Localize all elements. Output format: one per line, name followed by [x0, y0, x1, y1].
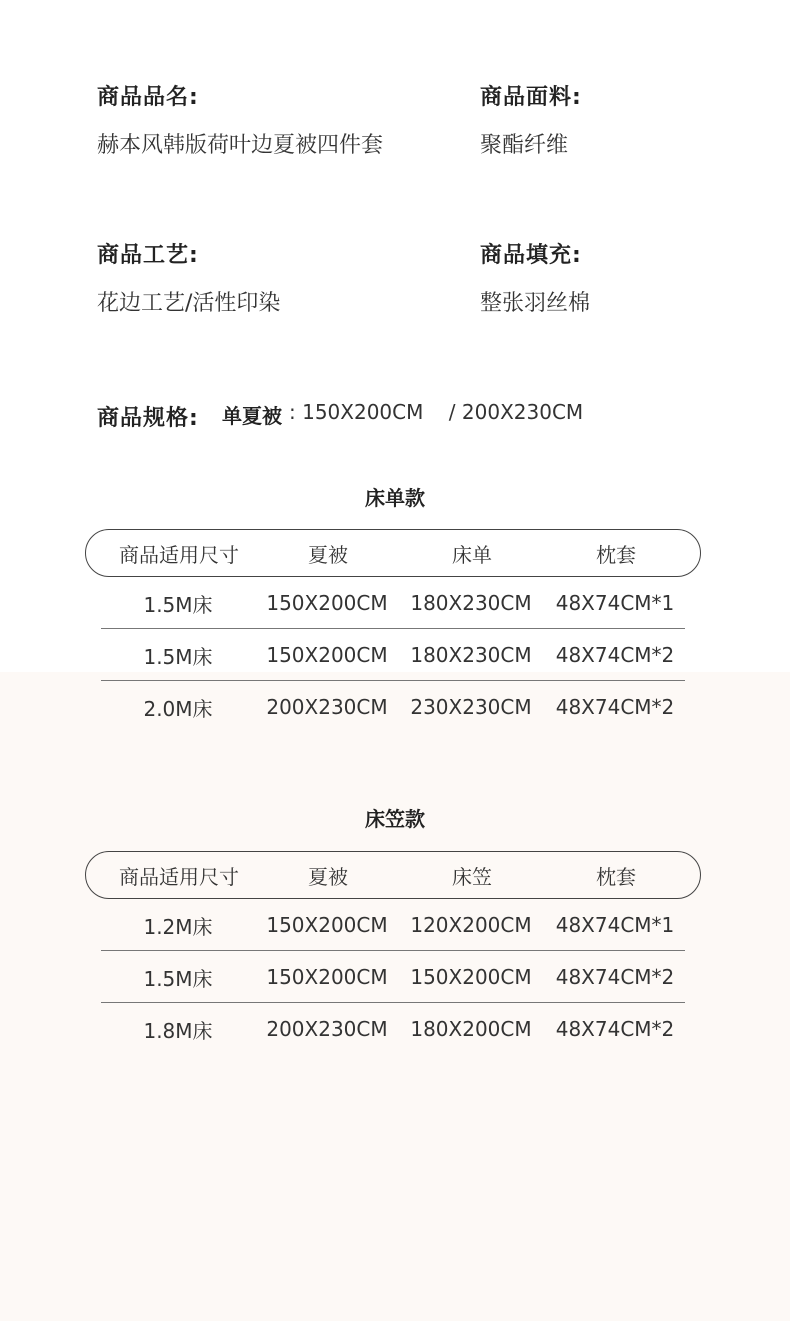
- size-cell: 1.2M床: [143, 914, 213, 939]
- pillowcase-cell: 48X74CM*2: [555, 965, 675, 989]
- spec-item-value: : 150X200CM / 200X230CM: [289, 400, 584, 424]
- quilt-cell: 200X230CM: [266, 1017, 388, 1041]
- product-craft-label: 商品工艺:: [97, 243, 199, 268]
- product-filling-value: 整张羽丝棉: [480, 291, 591, 316]
- fitted-sheet-cell: 120X200CM: [410, 913, 532, 937]
- table-row: [85, 577, 701, 629]
- size-cell: 1.5M床: [143, 592, 213, 617]
- table-row: [85, 951, 701, 1003]
- header-quilt: 夏被: [308, 542, 348, 567]
- bedsheet-cell: 180X230CM: [410, 591, 532, 615]
- product-name-label: 商品品名:: [97, 85, 199, 110]
- quilt-cell: 150X200CM: [266, 913, 388, 937]
- product-filling-label: 商品填充:: [480, 243, 582, 268]
- size-cell: 2.0M床: [143, 696, 213, 721]
- quilt-cell: 200X230CM: [266, 695, 388, 719]
- bedsheet-size-table: [85, 529, 701, 733]
- size-cell: 1.5M床: [143, 966, 213, 991]
- pillowcase-cell: 48X74CM*2: [555, 695, 675, 719]
- quilt-cell: 150X200CM: [266, 965, 388, 989]
- fitted-sheet-cell: 180X200CM: [410, 1017, 532, 1041]
- spec-item-label: 单夏被: [222, 404, 282, 428]
- product-spec-label: 商品规格:: [97, 406, 199, 431]
- table-row: [85, 1003, 701, 1055]
- bedsheet-cell: 230X230CM: [410, 695, 532, 719]
- size-cell: 1.5M床: [143, 644, 213, 669]
- table-header: [85, 529, 701, 577]
- header-size: 商品适用尺寸: [119, 864, 239, 889]
- pillowcase-cell: 48X74CM*1: [555, 913, 675, 937]
- table-row: [85, 629, 701, 681]
- header-fitted-sheet: 床笠: [452, 864, 492, 889]
- table-header: [85, 851, 701, 899]
- header-bedsheet: 床单: [452, 542, 492, 567]
- size-cell: 1.8M床: [143, 1018, 213, 1043]
- pillowcase-cell: 48X74CM*1: [555, 591, 675, 615]
- pillowcase-cell: 48X74CM*2: [555, 643, 675, 667]
- fitted-sheet-section-title: 床笠款: [365, 807, 425, 831]
- table-row: [85, 899, 701, 951]
- header-quilt: 夏被: [308, 864, 348, 889]
- bedsheet-section-title: 床单款: [365, 486, 425, 510]
- quilt-cell: 150X200CM: [266, 591, 388, 615]
- fitted-sheet-size-table: [85, 851, 701, 1055]
- quilt-cell: 150X200CM: [266, 643, 388, 667]
- product-fabric-label: 商品面料:: [480, 85, 582, 110]
- header-pillowcase: 枕套: [596, 864, 636, 889]
- bedsheet-cell: 180X230CM: [410, 643, 532, 667]
- product-name-value: 赫本风韩版荷叶边夏被四件套: [97, 133, 384, 158]
- header-size: 商品适用尺寸: [119, 542, 239, 567]
- fitted-sheet-cell: 150X200CM: [410, 965, 532, 989]
- pillowcase-cell: 48X74CM*2: [555, 1017, 675, 1041]
- header-pillowcase: 枕套: [596, 542, 636, 567]
- table-row: [85, 681, 701, 733]
- product-fabric-value: 聚酯纤维: [480, 133, 569, 158]
- product-craft-value: 花边工艺/活性印染: [97, 291, 281, 316]
